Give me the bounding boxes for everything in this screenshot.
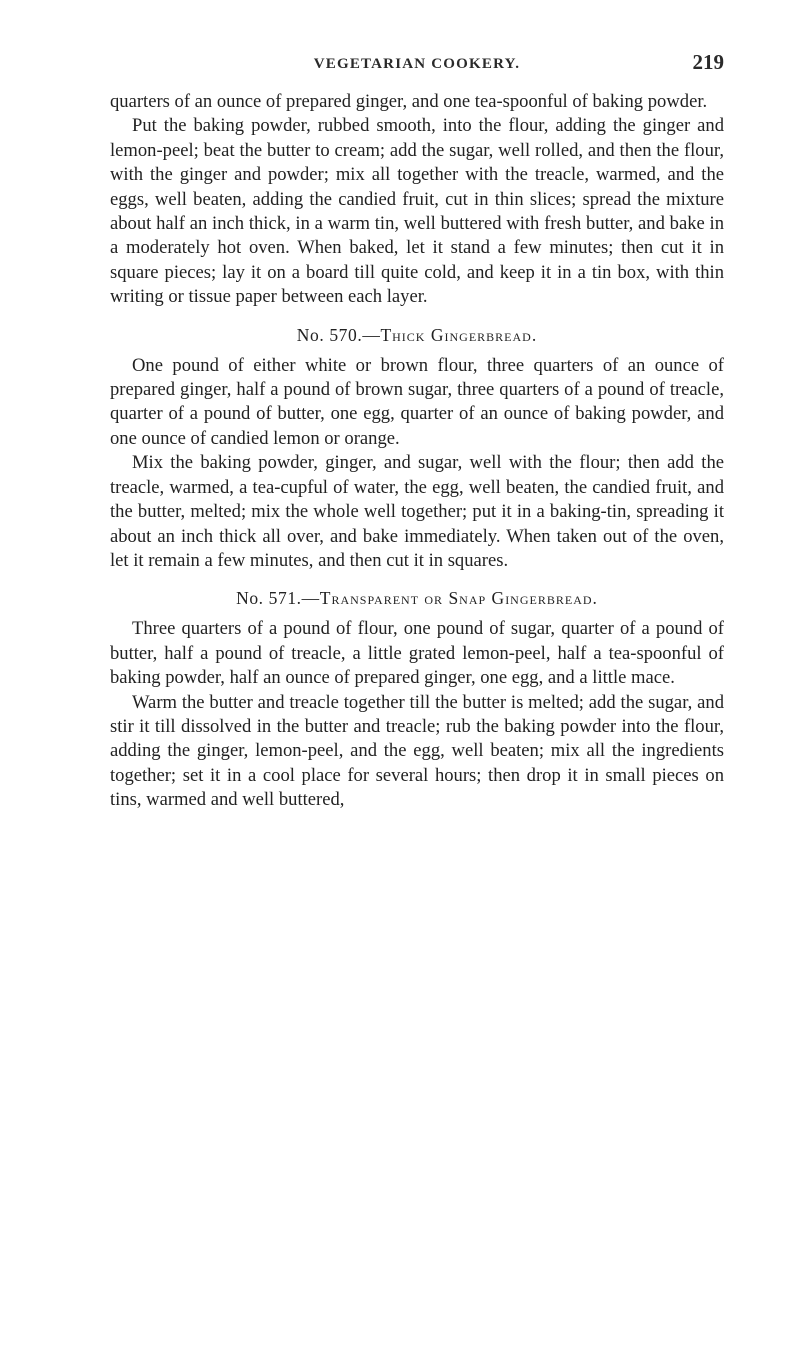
recipe-method: Mix the baking powder, ginger, and sugar, well with the flour; then add the treacle, warmed, a tea-cupful of water, the egg, well beaten, the candied fruit, and the butter, melted; mix the whole well together; put it in a baking-tin, spreading it about an inch thick all over, and bake immediately. When taken out of the oven, let it remain a few minutes, and then cut it in squares. [110, 452, 724, 571]
paragraph-continued: quarters of an ounce of prepared ginger, and one tea-spoonful of baking powder. [110, 91, 708, 112]
recipe-ingredients: Three quarters of a pound of flour, one pound of sugar, quarter of a pound of butter, half a pound of treacle, a little grated lemon-peel, half a tea-spoonful of baking powder, half an ounce of prepared ginger, one egg, and a little mace. [110, 618, 724, 689]
page-number: 219 [692, 50, 724, 74]
running-head [110, 50, 724, 90]
recipe-title: Transparent or Snap Gingerbread. [319, 588, 598, 609]
recipe-ingredients: One pound of either white or brown flour, three quarters of an ounce of prepared ginger, half a pound of brown sugar, three quarters of a pound of treacle, quarter of a pound of butter, one egg, quarter of an ounce of baking powder, and one ounce of candied lemon or orange. [110, 354, 724, 449]
recipe-number: No. 571.— [236, 588, 320, 609]
recipe-heading-571 [110, 587, 724, 609]
paragraph-method: Put the baking powder, rubbed smooth, into the flour, adding the ginger and lemon-peel; beat the butter to cream; add the sugar, well rolled, and then the flour, with the ginger and powder; mix all together with the treacle, warmed, and the eggs, well beaten, adding the candied fruit, cut in thin slices; spread the mixture about half an inch thick, in a warm tin, well buttered with fresh butter, and bake in a moderately hot oven. When baked, let it stand a few minutes; then cut it in square pieces; lay it on a board till quite cold, and keep it in a tin box, with thin writing or tissue paper between each layer. [110, 115, 724, 308]
recipe-title: Thick Gingerbread. [380, 324, 538, 345]
running-title: VEGETARIAN COOKERY. [313, 56, 521, 72]
recipe-heading-570 [110, 324, 724, 346]
body-text [110, 90, 724, 813]
recipe-number: No. 570.— [296, 324, 381, 345]
recipe-method: Warm the butter and treacle together till the butter is melted; add the sugar, and stir it till dissolved in the butter and treacle; rub the baking powder into the flour, adding the ginger, lemon-peel, and the egg, well beaten; mix all the ingredients together; set it in a cool place for several hours; then drop it in small pieces on tins, warmed and well buttered, [110, 691, 724, 811]
